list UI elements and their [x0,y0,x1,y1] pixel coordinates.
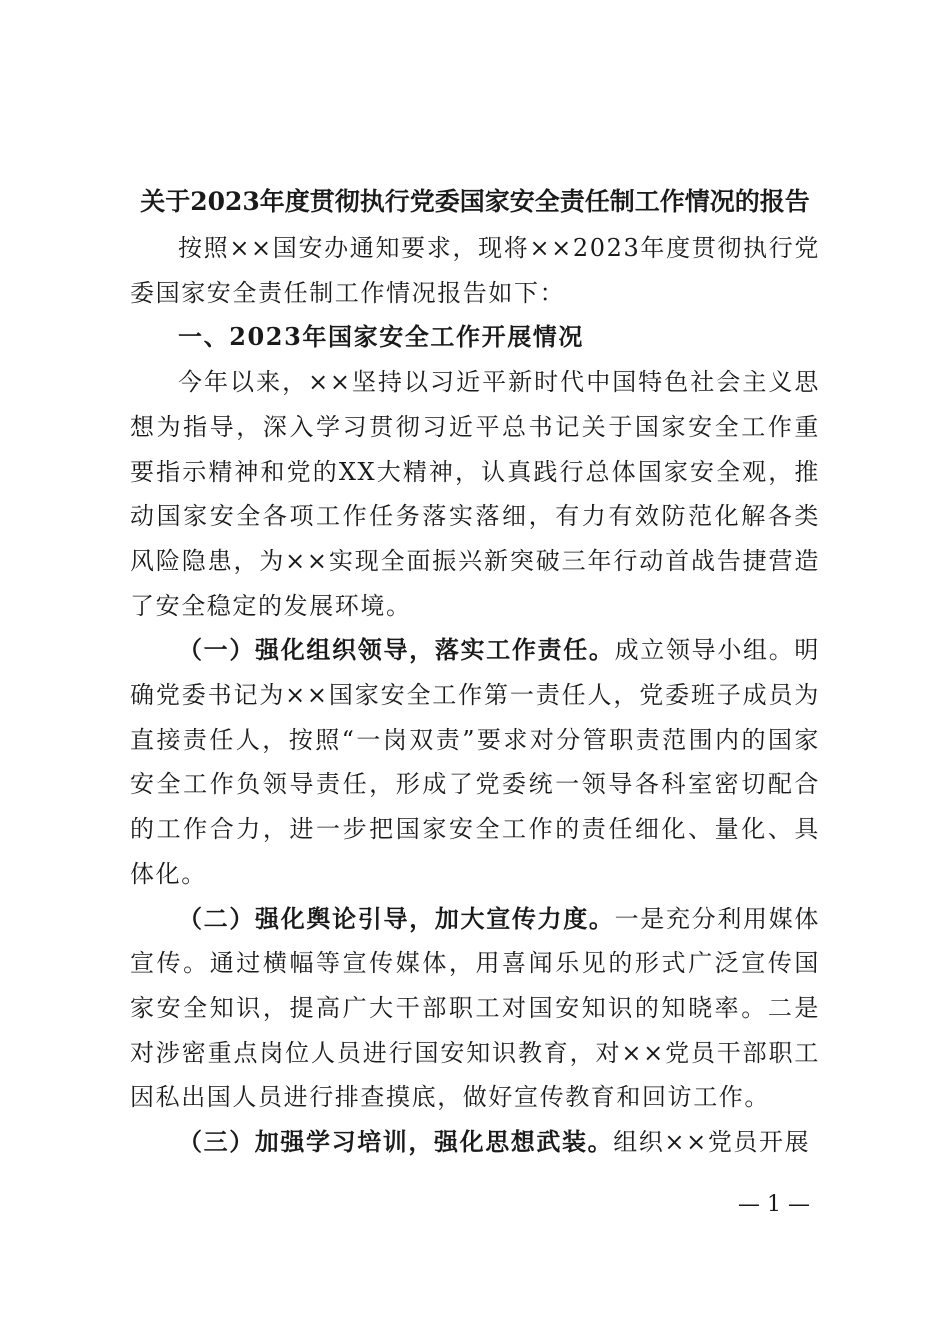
subsection-paragraph-1 [130,628,820,896]
subsection-text-2: 一是充分利用媒体宣传。通过横幅等宣传媒体，用喜闻乐见的形式广泛宣传国家安全知识，提高广大干部职工对国安知识的知晓率。二是对涉密重点岗位人员进行国安知识教育，对××党员干部职工因私出国人员进行排查摸底，做好宣传教育和回访工作。 [130,904,820,1112]
section-heading: 一、2023年国家安全工作开展情况 [178,322,584,352]
document-title: 关于2023年度贯彻执行党委国家安全责任制工作情况的报告 [140,187,810,216]
subsection-paragraph-2 [130,897,820,1121]
intro-paragraph: 按照××国安办通知要求，现将××2023年度贯彻执行党委国家安全责任制工作情况报告如下： [130,234,820,307]
subsection-heading-1: （一）强化组织领导，落实工作责任。 [178,635,615,665]
page-number: — 1 — [738,1192,810,1217]
document-body [130,226,820,1165]
section-paragraph: 今年以来，××坚持以习近平新时代中国特色社会主义思想为指导，深入学习贯彻习近平总书记关于国家安全工作重要指示精神和党的XX大精神，认真践行总体国家安全观，推动国家安全各项工作任务落实落细，有力有效防范化解各类风险隐患，为××实现全面振兴新突破三年行动首战告捷营造了安全稳定的发展环境。 [130,368,820,620]
subsection-heading-2: （二）强化舆论引导，加大宣传力度。 [178,903,615,933]
subsection-paragraph-3 [130,1120,820,1165]
subsection-text-3: 组织××党员开展 [613,1128,811,1157]
subsection-text-1: 成立领导小组。明确党委书记为××国家安全工作第一责任人，党委班子成员为直接责任人，按照“一岗双责”要求对分管职责范围内的国家安全工作负领导责任，形成了党委统一领导各科室密切配合的工作合力，进一步把国家安全工作的责任细化、量化、具体化。 [130,636,820,888]
subsection-heading-3: （三）加强学习培训，强化思想武装。 [178,1127,614,1157]
